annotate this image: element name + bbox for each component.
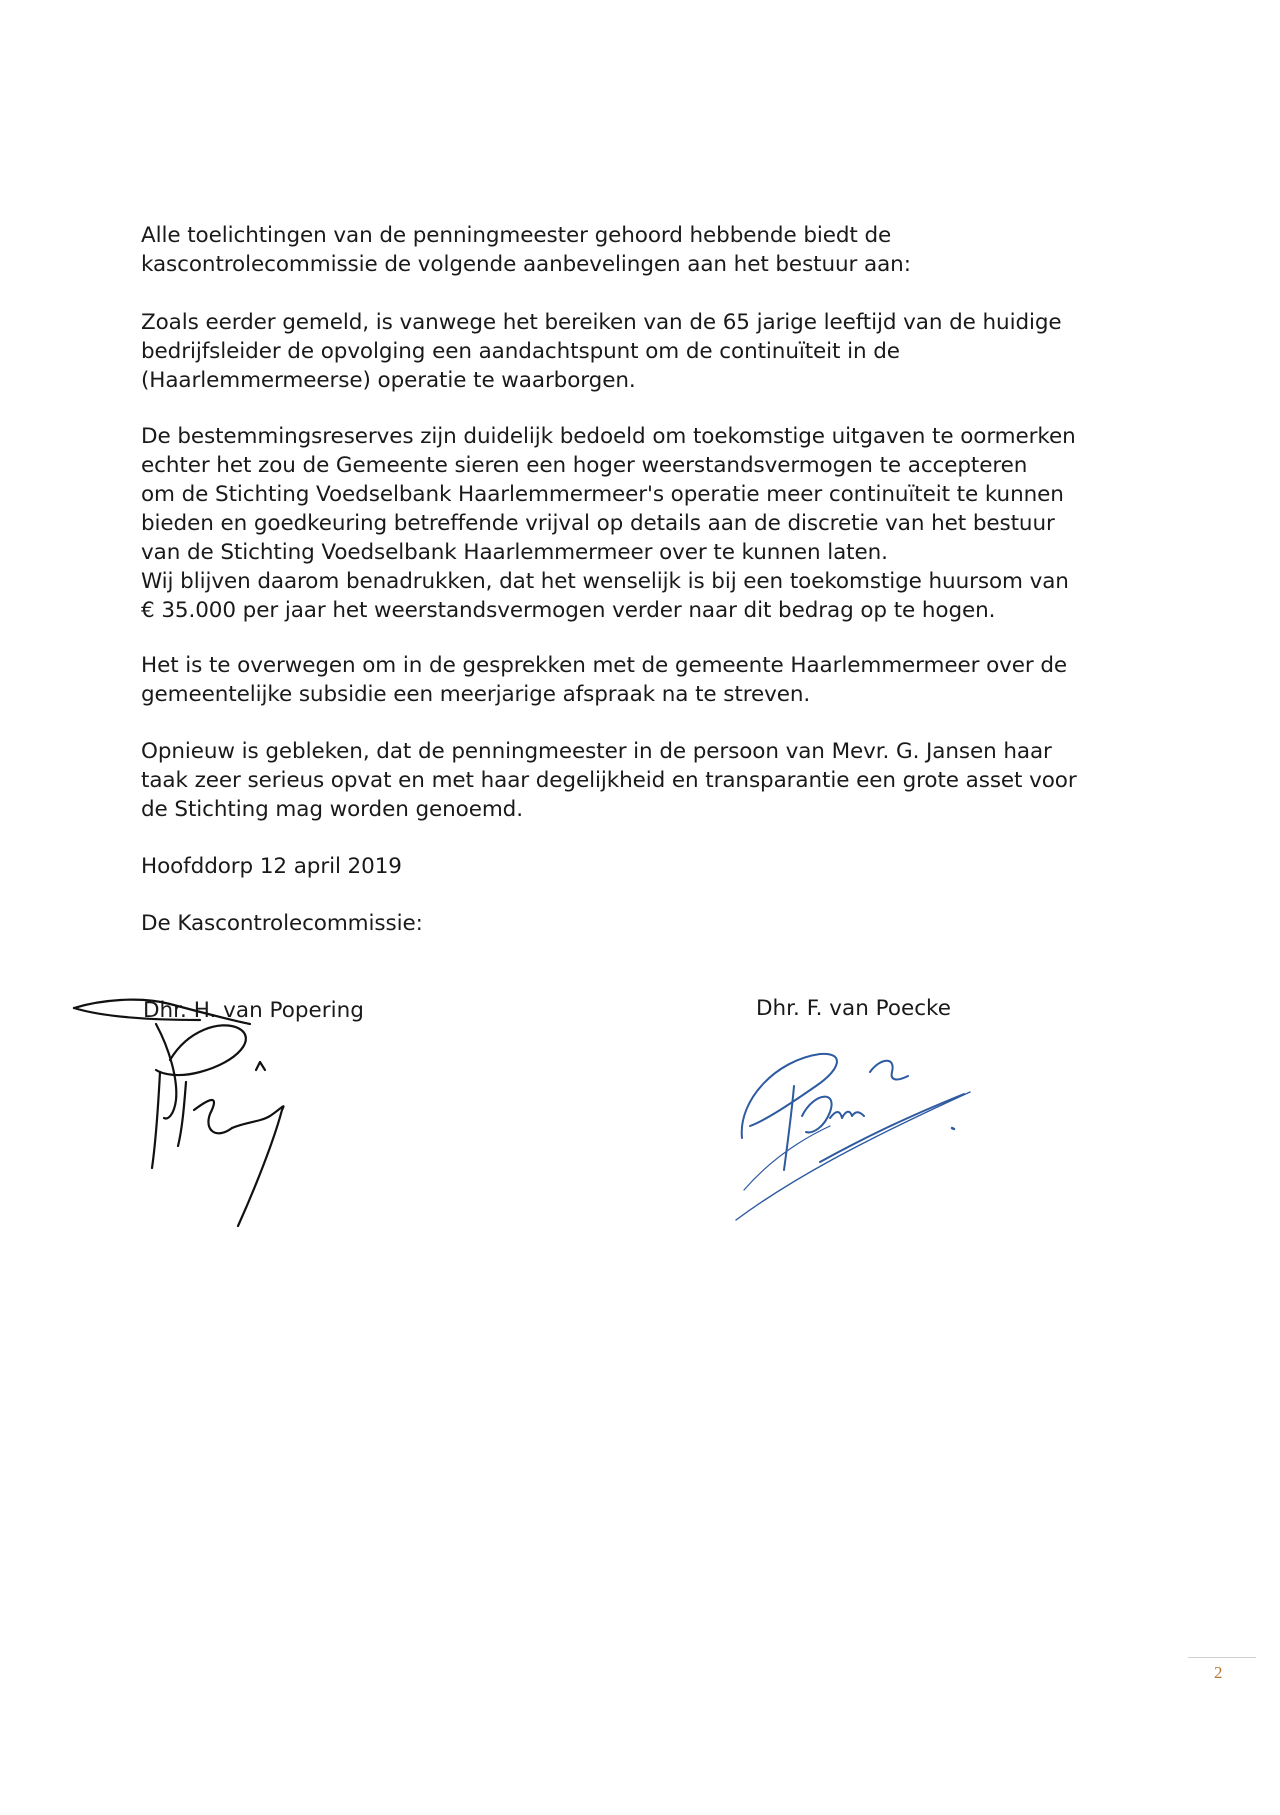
signature-left <box>60 990 350 1260</box>
reserves-paragraph <box>141 422 1141 625</box>
text-line: de Stichting mag worden genoemd. <box>141 797 523 822</box>
text-line: om de Stichting Voedselbank Haarlemmermeer's operatie meer continuïteit te kunnen <box>141 482 1064 507</box>
treasurer-paragraph <box>141 737 1141 824</box>
text-line: Het is te overwegen om in de gesprekken met de gemeente Haarlemmermeer over de <box>141 653 1068 678</box>
text-line: kascontrolecommissie de volgende aanbevelingen aan het bestuur aan: <box>141 252 911 277</box>
text-line: van de Stichting Voedselbank Haarlemmermeer over te kunnen laten. <box>141 540 888 565</box>
text-line: bieden en goedkeuring betreffende vrijval op details aan de discretie van het bestuur <box>141 511 1055 536</box>
subsidy-paragraph <box>141 651 1141 709</box>
text-line: De bestemmingsreserves zijn duidelijk bedoeld om toekomstige uitgaven te oormerken <box>141 424 1076 449</box>
committee-text: De Kascontrolecommissie: <box>141 911 423 936</box>
signatory-name-right: Dhr. F. van Poecke <box>756 996 951 1021</box>
page-number: 2 <box>1214 1663 1223 1682</box>
footer-divider <box>1188 1657 1256 1658</box>
text-line: Opnieuw is gebleken, dat de penningmeester in de persoon van Mevr. G. Jansen haar <box>141 739 1052 764</box>
text-line: Zoals eerder gemeld, is vanwege het bereiken van de 65 jarige leeftijd van de huidige <box>141 310 1062 335</box>
text-line: echter het zou de Gemeente sieren een hoger weerstandsvermogen te accepteren <box>141 453 1028 478</box>
signatory-name-left: Dhr. H. van Popering <box>143 998 364 1023</box>
text-line: bedrijfsleider de opvolging een aandachtspunt om de continuïteit in de <box>141 339 900 364</box>
intro-paragraph <box>141 221 1141 279</box>
text-line: Alle toelichtingen van de penningmeester gehoord hebbende biedt de <box>141 223 892 248</box>
continuity-paragraph <box>141 308 1141 395</box>
text-line: (Haarlemmermeerse) operatie te waarborgen. <box>141 368 636 393</box>
committee-heading <box>141 909 1141 938</box>
place-date-line <box>141 852 1141 881</box>
text-line: taak zeer serieus opvat en met haar degelijkheid en transparantie een grote asset voor <box>141 768 1077 793</box>
text-line: € 35.000 per jaar het weerstandsvermogen verder naar dit bedrag op te hogen. <box>141 598 996 623</box>
place-date-text: Hoofddorp 12 april 2019 <box>141 854 402 879</box>
text-line: gemeentelijke subsidie een meerjarige afspraak na te streven. <box>141 682 811 707</box>
text-line: Wij blijven daarom benadrukken, dat het wenselijk is bij een toekomstige huursom van <box>141 569 1069 594</box>
signature-right <box>720 1030 990 1230</box>
